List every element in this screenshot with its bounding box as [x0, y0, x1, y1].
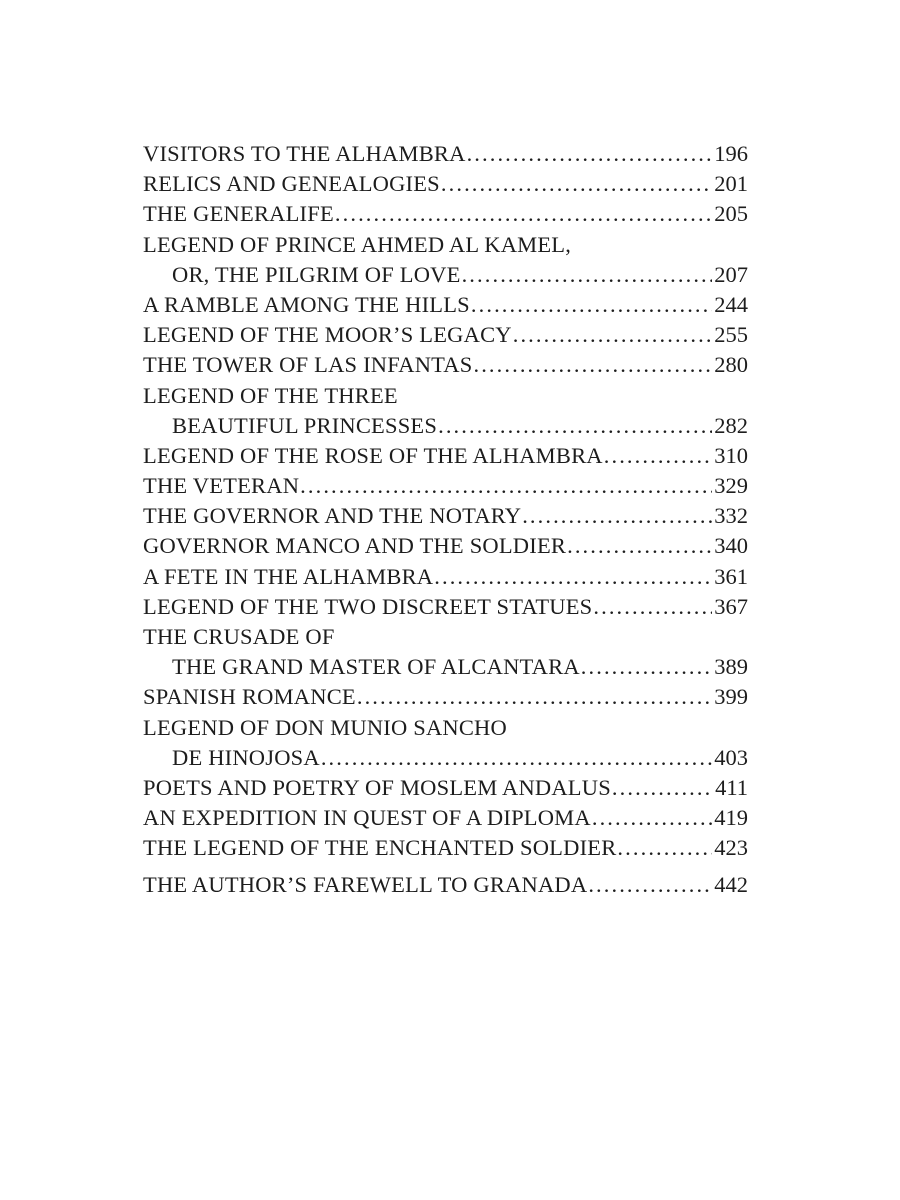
- toc-entry-page: 282: [714, 412, 748, 438]
- toc-entry-title: GOVERNOR MANCO AND THE SOLDIER: [143, 533, 567, 559]
- dot-leader: [438, 411, 712, 441]
- toc-entry-title: VISITORS TO THE ALHAMBRA: [143, 141, 466, 166]
- toc-entry-page: 361: [714, 563, 748, 589]
- dot-leader: [567, 531, 712, 561]
- dot-leader: [467, 139, 713, 169]
- toc-entry-page: 403: [714, 744, 748, 770]
- toc-entry-title: LEGEND OF THE THREE: [143, 382, 398, 408]
- toc-entry: [143, 320, 748, 350]
- dot-leader: [335, 199, 712, 229]
- toc-entry-continuation: [143, 652, 748, 682]
- toc-entry-continuation: [143, 260, 748, 290]
- toc-entry-title: BEAUTIFUL PRINCESSES: [172, 412, 438, 438]
- toc-entry-title: LEGEND OF THE ROSE OF THE ALHAMBRA: [143, 442, 603, 468]
- toc-entry: [143, 471, 748, 501]
- toc-entry-title: THE TOWER OF LAS INFANTAS: [143, 352, 473, 378]
- toc-entry: [143, 199, 748, 229]
- dot-leader: [513, 320, 713, 350]
- toc-entry-title: DE HINOJOSA: [172, 744, 320, 770]
- toc-entry-page: 196: [714, 141, 748, 166]
- toc-entry: [143, 441, 748, 471]
- toc-entry-title: SPANISH ROMANCE: [143, 684, 356, 710]
- toc-entry-title: A FETE IN THE ALHAMBRA: [143, 563, 434, 589]
- dot-leader: [604, 441, 713, 471]
- toc-entry: [143, 169, 748, 199]
- toc-entry-first-line: [143, 381, 748, 411]
- toc-entry: [143, 803, 748, 833]
- toc-entry: [143, 592, 748, 622]
- toc-entry: [143, 773, 748, 803]
- toc-entry-page: 367: [714, 593, 748, 619]
- toc-entry-page: 207: [714, 261, 748, 287]
- dot-leader: [321, 743, 712, 773]
- toc-entry: [143, 562, 748, 592]
- toc-entry-title: LEGEND OF THE MOOR’S LEGACY: [143, 322, 512, 348]
- toc-entry-page: 399: [714, 684, 748, 710]
- dot-leader: [588, 870, 712, 900]
- toc-entry-continuation: [143, 411, 748, 441]
- toc-entry-title: POETS AND POETRY OF MOSLEM ANDALUS: [143, 774, 611, 800]
- toc-entry-page: 411: [715, 774, 748, 800]
- toc-entry-title: THE VETERAN: [143, 473, 300, 499]
- toc-entry-page: 255: [714, 322, 748, 348]
- dot-leader: [592, 803, 712, 833]
- toc-entry: [143, 833, 748, 863]
- toc-entry-title: LEGEND OF THE TWO DISCREET STATUES: [143, 593, 593, 619]
- toc-entry-page: 280: [714, 352, 748, 378]
- toc-entry-page: 423: [714, 835, 748, 861]
- toc-entry-title: THE CRUSADE OF: [143, 624, 335, 649]
- dot-leader: [441, 169, 712, 199]
- toc-entry: [143, 350, 748, 380]
- toc-entry-title: OR, THE PILGRIM OF LOVE: [172, 261, 461, 287]
- toc-entry-first-line: [143, 622, 748, 652]
- toc-entry-page: 329: [714, 473, 748, 499]
- toc-entry: [143, 682, 748, 712]
- dot-leader: [357, 682, 712, 712]
- dot-leader: [522, 501, 712, 531]
- table-of-contents: [143, 139, 748, 900]
- toc-entry-title: AN EXPEDITION IN QUEST OF A DIPLOMA: [143, 805, 591, 831]
- toc-entry-page: 310: [714, 442, 748, 468]
- dot-leader: [612, 773, 713, 803]
- toc-entry: [143, 870, 748, 900]
- dot-leader: [434, 562, 712, 592]
- toc-entry-title: LEGEND OF DON MUNIO SANCHO: [143, 714, 507, 740]
- dot-leader: [473, 350, 712, 380]
- toc-entry-page: 244: [714, 291, 748, 317]
- toc-entry-page: 442: [714, 871, 748, 897]
- dot-leader: [300, 471, 712, 501]
- toc-entry-page: 205: [714, 201, 748, 227]
- toc-entry-title: A RAMBLE AMONG THE HILLS: [143, 291, 470, 317]
- toc-entry-page: 340: [714, 533, 748, 559]
- dot-leader: [471, 290, 712, 320]
- toc-entry-page: 201: [714, 171, 748, 197]
- toc-entry-page: 332: [714, 503, 748, 529]
- toc-entry-page: 419: [714, 805, 748, 831]
- toc-entry: [143, 531, 748, 561]
- toc-entry-page: 389: [714, 654, 748, 680]
- toc-entry: [143, 290, 748, 320]
- toc-entry-first-line: [143, 230, 748, 260]
- dot-leader: [462, 260, 713, 290]
- dot-leader: [593, 592, 712, 622]
- toc-entry-first-line: [143, 713, 748, 743]
- dot-leader: [617, 833, 712, 863]
- toc-entry: [143, 501, 748, 531]
- toc-entry-title: THE GOVERNOR AND THE NOTARY: [143, 503, 522, 529]
- toc-entry-title: THE GENERALIFE: [143, 201, 334, 227]
- toc-entry-title: THE AUTHOR’S FAREWELL TO GRANADA: [143, 871, 588, 897]
- toc-entry-continuation: [143, 743, 748, 773]
- toc-entry-title: THE LEGEND OF THE ENCHANTED SOLDIER: [143, 835, 617, 861]
- toc-entry-title: RELICS AND GENEALOGIES: [143, 171, 440, 197]
- dot-leader: [581, 652, 712, 682]
- toc-entry-title: LEGEND OF PRINCE AHMED AL KAMEL,: [143, 231, 572, 257]
- toc-entry: [143, 139, 748, 169]
- toc-entry-title: THE GRAND MASTER OF ALCANTARA: [172, 654, 580, 680]
